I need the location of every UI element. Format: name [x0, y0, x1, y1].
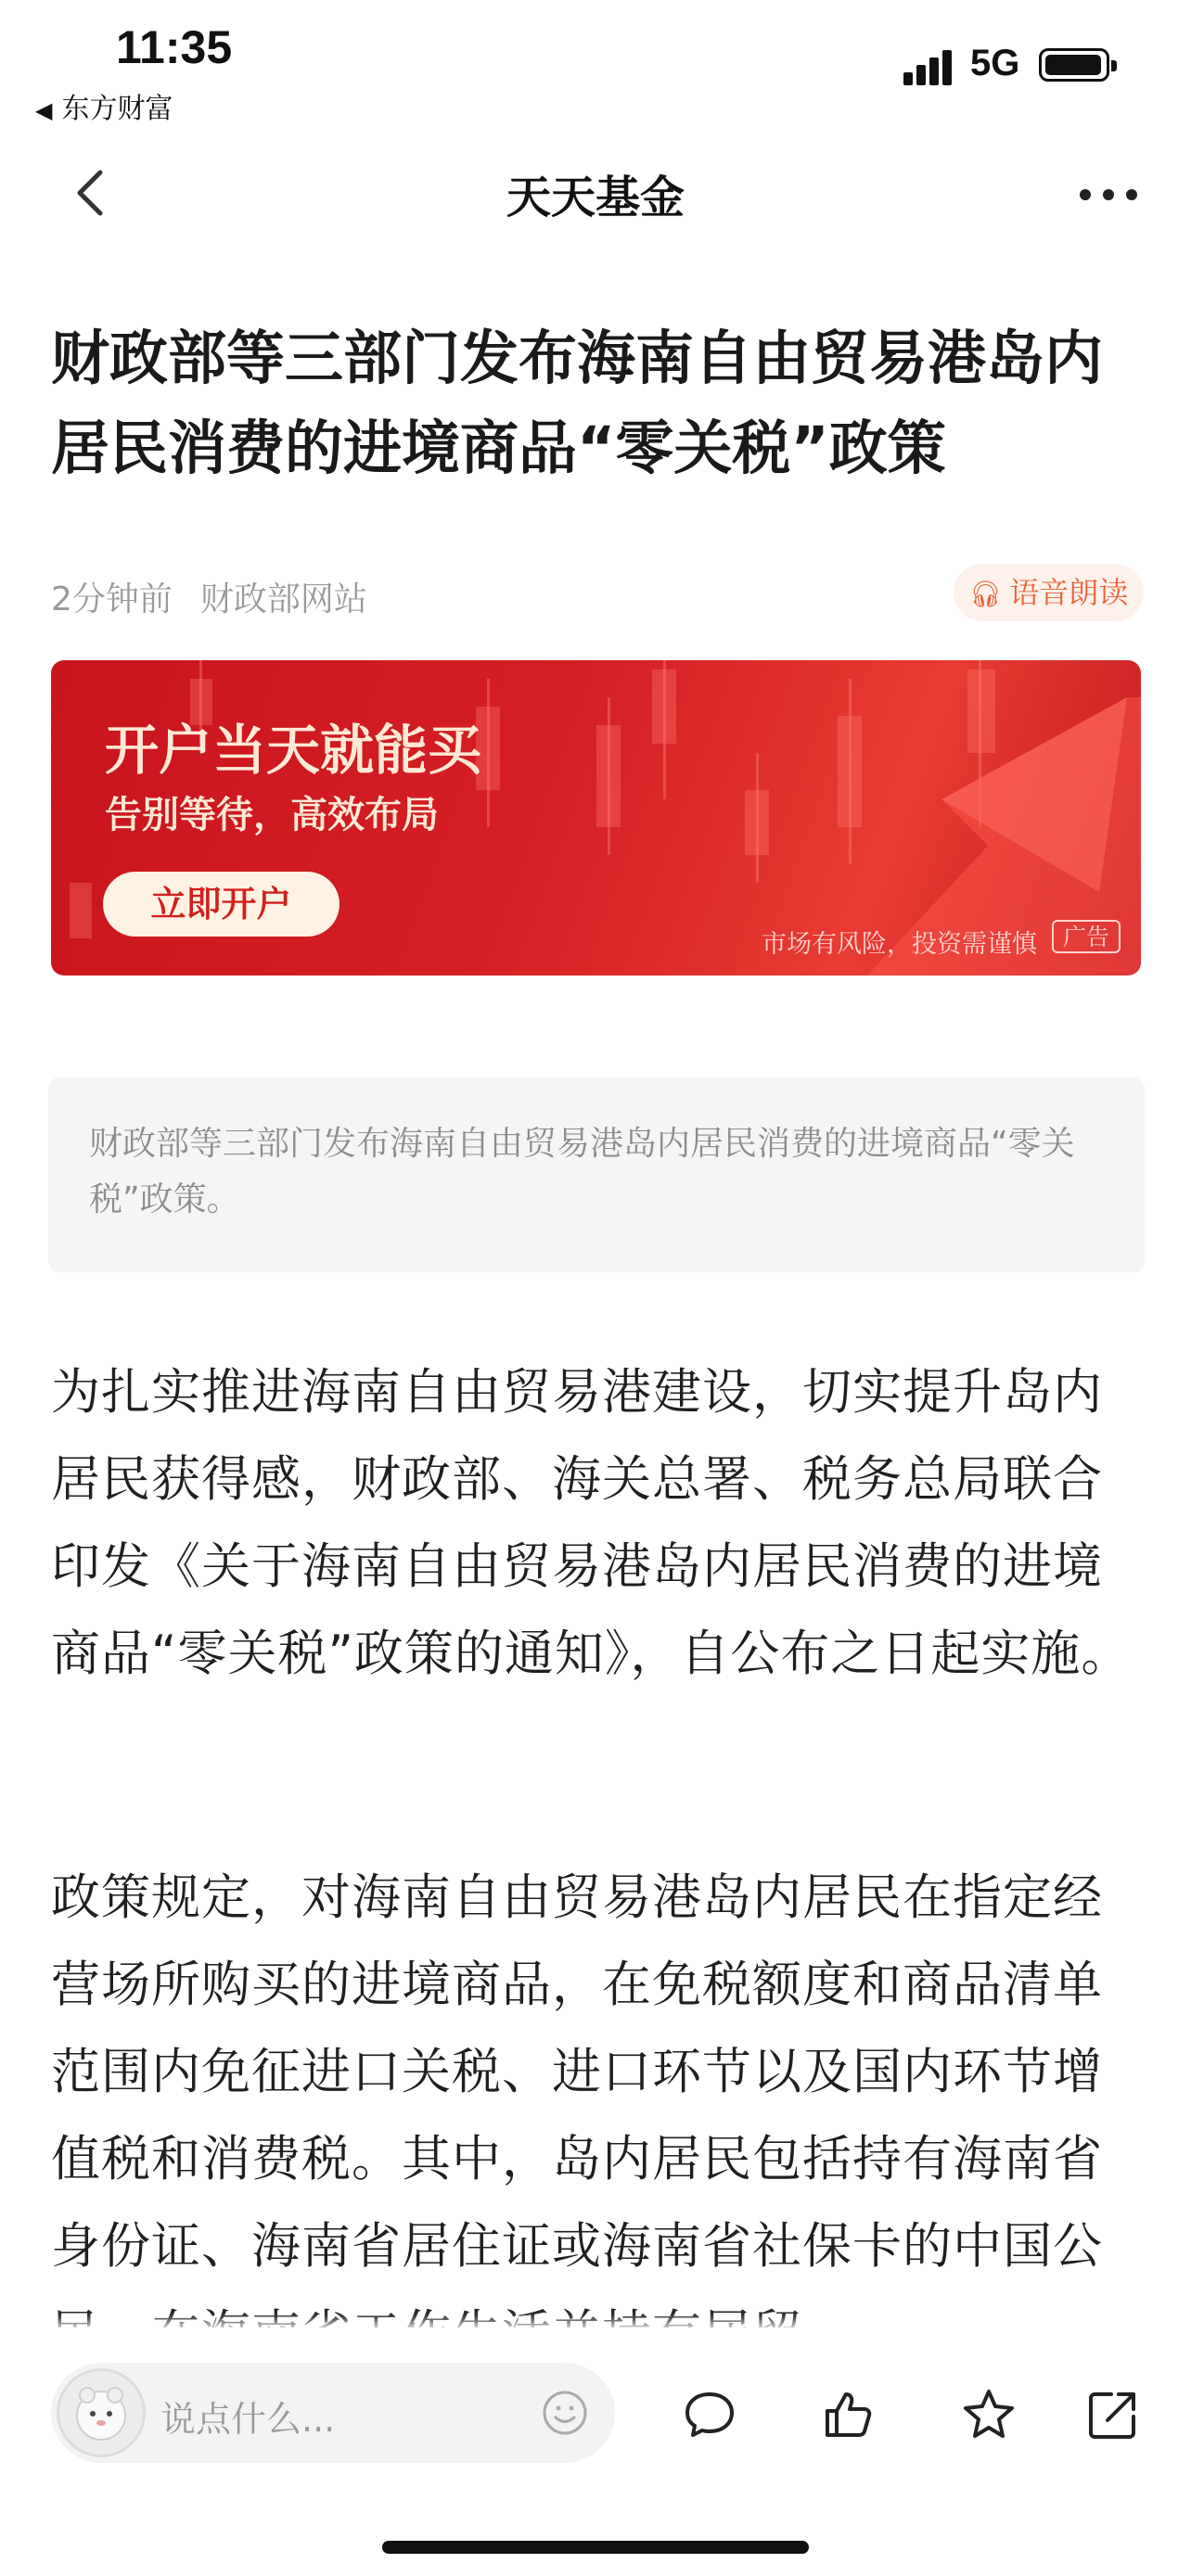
article-headline: 财政部等三部门发布海南自由贸易港岛内居民消费的进境商品“零关税”政策	[51, 325, 1103, 482]
network-type: 5G	[970, 43, 1020, 83]
ad-risk-notice: 市场有风险，投资需谨慎	[762, 930, 1037, 959]
page-title: 天天基金	[506, 172, 685, 223]
article-paragraph: 政策规定，对海南自由贸易港岛内居民在指定经营场所购买的进境商品，在免税额度和商品清单范围内免征进口关税、进口环节以及国内环节增值税和消费税。其中，岛内居民包括持有海南省身份证、海南省居住证或海南省社保卡的中国公	[51, 1869, 1103, 2275]
voice-read-button[interactable]	[954, 564, 1144, 621]
more-button[interactable]	[1076, 176, 1141, 213]
nav-bar	[0, 139, 1191, 250]
comment-placeholder: 说点什么...	[160, 2399, 336, 2440]
comment-icon	[682, 2387, 737, 2442]
ad-subline: 告别等待，高效布局	[105, 794, 439, 836]
status-time: 11:35	[116, 21, 233, 73]
battery-icon	[1039, 48, 1109, 82]
back-to-app-link[interactable]	[35, 85, 173, 126]
like-button[interactable]	[820, 2387, 876, 2442]
avatar[interactable]	[57, 2368, 146, 2457]
share-button[interactable]	[1085, 2387, 1141, 2442]
article-source[interactable]: 财政部网站	[199, 580, 367, 618]
star-icon	[961, 2387, 1017, 2442]
back-triangle-icon: ◀	[35, 97, 53, 123]
ad-headline: 开户当天就能买	[105, 719, 482, 782]
article-paragraph: 为扎实推进海南自由贸易港建设，切实提升岛内居民获得感，财政部、海关总署、税务总局联合印发《关于海南自由贸易港岛内居民消费的进境商品“零关税”政策的通知》，自公布之日起实施。	[51, 1364, 1132, 1682]
voice-read-label: 语音朗读	[1009, 575, 1129, 610]
smiley-icon	[541, 2389, 589, 2437]
share-icon	[1085, 2387, 1141, 2442]
headphone-icon: 🎧︎	[968, 579, 1003, 609]
user-avatar-icon	[59, 2371, 143, 2455]
ad-tag: 广告	[1052, 920, 1121, 953]
article-meta	[51, 573, 367, 620]
open-account-button[interactable]: 立即开户	[103, 872, 339, 937]
status-bar	[0, 0, 1191, 139]
thumbs-up-icon	[820, 2387, 876, 2442]
comment-input[interactable]	[51, 2363, 615, 2463]
ad-banner[interactable]	[51, 660, 1141, 976]
comment-button[interactable]	[682, 2387, 737, 2442]
favorite-button[interactable]	[961, 2387, 1017, 2442]
article-summary: 财政部等三部门发布海南自由贸易港岛内居民消费的进境商品“零关税”政策。	[48, 1078, 1145, 1272]
signal-icon	[903, 46, 959, 85]
back-app-label: 东方财富	[61, 93, 173, 125]
publish-time: 2分钟前	[51, 580, 173, 618]
more-icon	[1076, 176, 1141, 213]
home-indicator[interactable]	[382, 2541, 809, 2554]
emoji-button[interactable]	[541, 2389, 589, 2437]
